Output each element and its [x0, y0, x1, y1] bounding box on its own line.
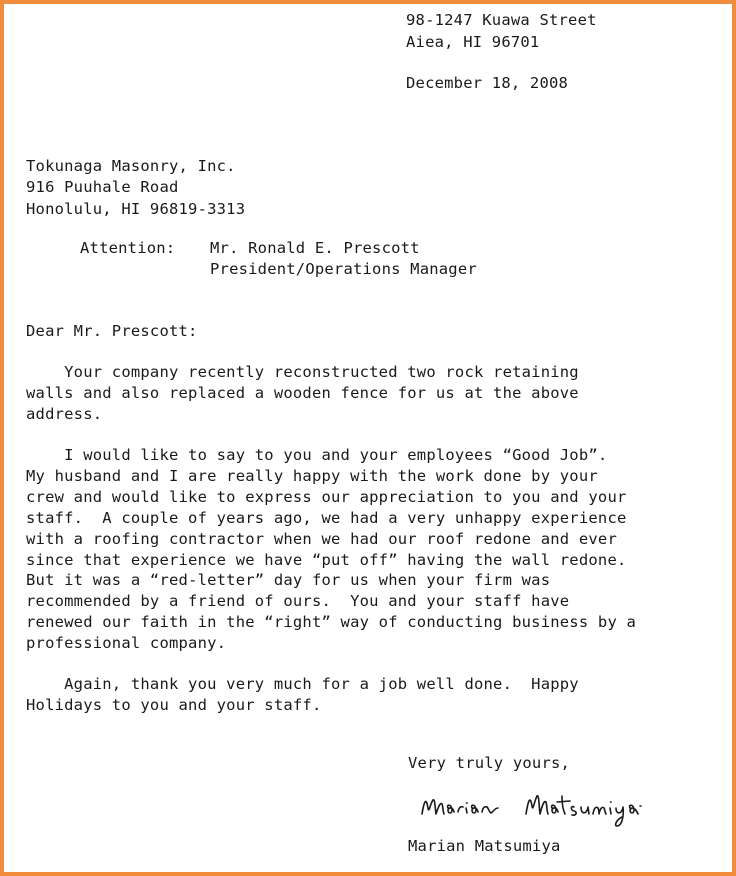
recipient-street: 916 Puuhale Road [26, 178, 179, 196]
attention-name: Mr. Ronald E. Prescott [210, 239, 420, 257]
body-line: address. [26, 405, 103, 423]
salutation: Dear Mr. Prescott: [26, 322, 198, 340]
letter-date: December 18, 2008 [406, 74, 569, 92]
body-line: But it was a “red-letter” day for us when your firm was [26, 571, 551, 589]
closing: Very truly yours, [408, 754, 571, 772]
letter-page [4, 4, 732, 872]
handwritten-signature [414, 774, 664, 834]
body-line: Holidays to you and your staff. [26, 696, 322, 714]
body-line: walls and also replaced a wooden fence for us at the above [26, 384, 579, 402]
body-line: Again, thank you very much for a job well done. Happy [26, 675, 579, 693]
body-line: with a roofing contractor when we had our roof redone and ever [26, 530, 617, 548]
body-line: renewed our faith in the “right” way of conducting business by a [26, 613, 637, 631]
body-line: crew and would like to express our appreciation to you and your [26, 488, 627, 506]
sender-street: 98-1247 Kuawa Street [406, 11, 597, 29]
recipient-city: Honolulu, HI 96819-3313 [26, 200, 246, 218]
recipient-company: Tokunaga Masonry, Inc. [26, 157, 236, 175]
signature-text: Marian Matsumiya [414, 832, 424, 833]
attention-label: Attention: [80, 239, 176, 257]
body-line: professional company. [26, 634, 227, 652]
body-line: recommended by a friend of ours. You and your staff have [26, 592, 570, 610]
body-line: since that experience we have “put off” having the wall redone. [26, 551, 627, 569]
body-line: staff. A couple of years ago, we had a very unhappy experience [26, 509, 627, 527]
body-line: My husband and I are really happy with the work done by your [26, 467, 598, 485]
body-line: I would like to say to you and your employees “Good Job”. [26, 446, 608, 464]
sender-city: Aiea, HI 96701 [406, 33, 540, 51]
signer-name: Marian Matsumiya [408, 837, 561, 855]
body-line: Your company recently reconstructed two rock retaining [26, 363, 579, 381]
attention-title: President/Operations Manager [210, 260, 477, 278]
